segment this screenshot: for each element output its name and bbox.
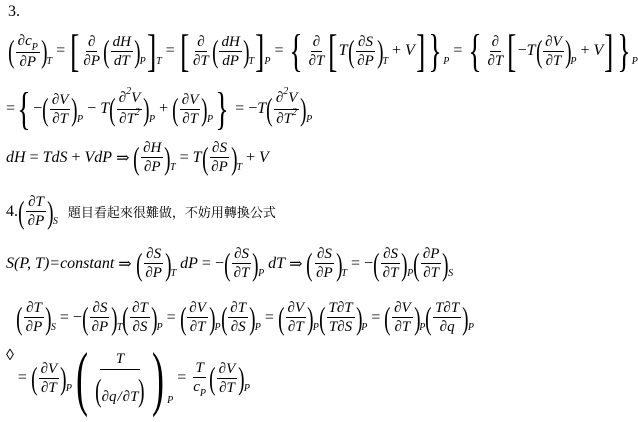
equation-line-3: dH = TdS + VdP ⇒ ( $\frac{\partial H}{\partial P}$ ) T = T ( $\frac{\partial S}{\partial P}$ ) T + V	[6, 139, 269, 176]
problem-4-number: 4.	[6, 202, 18, 220]
diamond-symbol: ◊	[6, 347, 14, 364]
equation-line-6: ( $\frac{\partial T}{\partial P}$ ) S = − ( $\frac{\partial S}{\partial P}$ ) T ( $\frac{\partial T}{\partial S}$ ) P = ( $\frac{\partial V}{\partial T}$ ) P ( $\frac{\partial T}{\partial S}$ ) P = ( $\frac{\partial V}{\partial T}$ ) P ( $\frac{T\partial T}{T\partial S}$ ) P = ( $\frac{\partial V}{\partial T}$ ) P ( $\frac{T\partial T}{\partial q}$ ) P	[16, 299, 474, 336]
problem-3-number: 3.	[8, 3, 20, 20]
problem-4-note: 題目看起來很難做，不妨用轉換公式	[67, 206, 276, 221]
problem-4-header: 4. ( $\frac{\partial T}{\partial P}$ ) S 題目看起來很難做，不妨用轉換公式	[6, 193, 276, 230]
equation-line-7: ◊ = ( $\frac{\partial V}{\partial T}$ ) P ( $\frac{T}{(\partial q/\partial T)}$ ) P = $\frac{T}{c_P}$ ( $\frac{\partial V}{\partial T}$ ) P	[6, 338, 250, 418]
equation-line-5: S(P, T)=constant ⇒ ( $\frac{\partial S}{\partial P}$ ) T dP = − ( $\frac{\partial S}{\partial T}$ ) P dT ⇒ ( $\frac{\partial S}{\partial P}$ ) T = − ( $\frac{\partial S}{\partial T}$ ) P ( $\frac{\partial P}{\partial T}$ ) S	[6, 245, 454, 282]
equation-line-1: ( $\frac{\partial c_P}{\partial P}$ ) T = [ $\frac{\partial}{\partial P}$ ( $\frac{dH}{dT}$ ) P ] T = [ $\frac{\partial}{\partial T}$ ( $\frac{dH}{dP}$ ) T ] P = { $\frac{\partial}{\partial T}$ [ T ( $\frac{\partial S}{\partial P}$ ) T + V ] } P = { $\frac{\partial}{\partial T}$ [ − T ( $\frac{\partial V}{\partial T}$ ) P + V ] } P	[8, 25, 638, 76]
equation-line-2: = { − ( $\frac{\partial V}{\partial T}$ ) P − T ( $\frac{\partial^2V}{\partial T^2}$ ) P + ( $\frac{\partial V}{\partial T}$ ) P } = − T ( $\frac{\partial^2V}{\partial T^2}$ ) P	[6, 83, 313, 134]
constant-label: S(P, T)=constant	[6, 254, 115, 272]
